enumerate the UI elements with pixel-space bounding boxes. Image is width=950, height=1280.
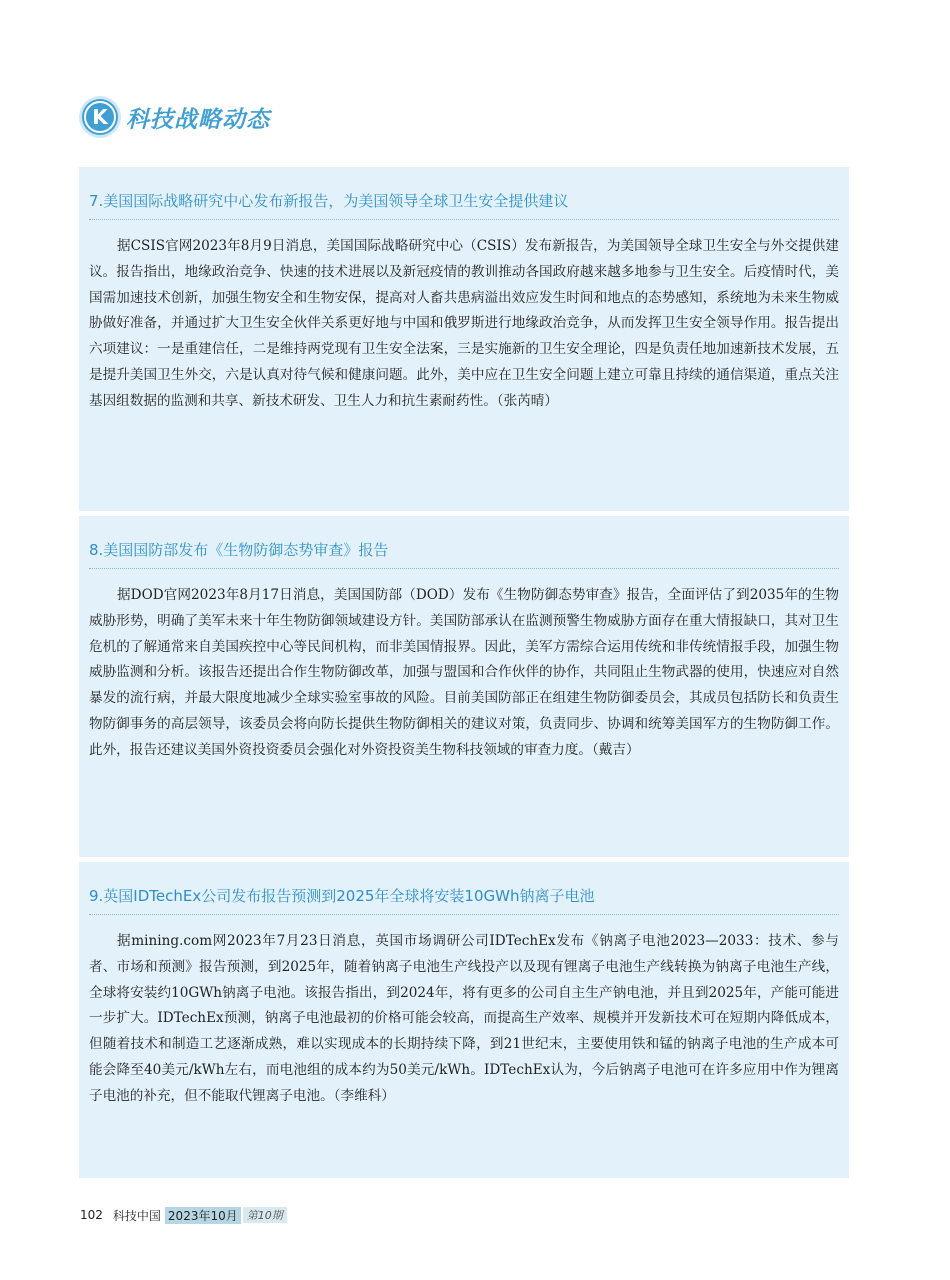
journal-name: 科技中国: [112, 1208, 161, 1223]
section-title: 科技战略动态: [126, 106, 270, 133]
k-logo-icon: [82, 99, 118, 135]
logo-letter: K: [92, 105, 108, 129]
article-body: 据CSIS官网2023年8月9日消息，美国国际战略研究中心（CSIS）发布新报告，为美国领导全球卫生安全与外交提供建议。报告指出，地缘政治竞争、快速的技术进展以及新冠疫情的教训推动各国政府越来越多地参与卫生安全。后疫情时代，美国需加速技术创新，加强生物安全和生物安保，提高对人畜共患病溢出效应发生时间和地点的态势感知，系统地为未来生物威胁做好准备，并通过扩大卫生安全伙伴关系更好地与中国和俄罗斯进行地缘政治竞争，从而发挥卫生安全领导作用。报告提出六项建议：一是重建信任，二是维持两党现有卫生安全法案，三是实施新的卫生安全理论，四是负责任地加速新技术发展，五是提升美国卫生外交，六是认真对待气候和健康问题。此外，美中应在卫生安全问题上建立可靠且持续的通信渠道，重点关注基因组数据的监测和共享、新技术研发、卫生人力和抗生素耐药性。（张芮晴）: [89, 238, 839, 409]
article-9: [79, 862, 849, 1178]
article-7: [79, 167, 849, 511]
article-body: 据mining.com网2023年7月23日消息，英国市场调研公司IDTechEx发布《钠离子电池2023—2033：技术、参与者、市场和预测》报告预测，到2025年，随着钠离子电池生产线投产以及现有锂离子电池生产线转换为钠离子电池生产线，全球将安装约10GWh钠离子电池。该报告指出，到2024年，将有更多的公司自主生产钠电池，并且到2025年，产能可能进一步扩大。IDTechEx预测，钠离子电池最初的价格可能会较高，而提高生产效率、规模并开发新技术可在短期内降低成本，但随着技术和制造工艺逐渐成熟，难以实现成本的长期持续下降，到21世纪末，主要使用铁和锰的钠离子电池的生产成本可能会降至40美元/kWh左右，而电池组的成本约为50美元/kWh。IDTechEx认为，今后钠离子电池可在许多应用中作为锂离子电池的补充，但不能取代锂离子电池。（李维科）: [89, 933, 839, 1104]
article-heading: 9.英国IDTechEx公司发布报告预测到2025年全球将安装10GWh钠离子电池: [89, 862, 839, 915]
section-header: [82, 98, 270, 136]
page-footer: [80, 1206, 287, 1224]
page-number: 102: [80, 1208, 103, 1222]
article-heading: 8.美国国防部发布《生物防御态势审查》报告: [89, 516, 839, 569]
issue-date: 2023年10月: [165, 1207, 241, 1224]
article-body: 据DOD官网2023年8月17日消息，美国国防部（DOD）发布《生物防御态势审查》报告，全面评估了到2035年的生物威胁形势，明确了美军未来十年生物防御领域建设方针。美国防部承认在监测预警生物威胁方面存在重大情报缺口，其对卫生危机的了解通常来自美国疾控中心等民间机构，而非美国情报界。因此，美军方需综合运用传统和非传统情报手段，加强生物威胁监测和分析。该报告还提出合作生物防御改革，加强与盟国和合作伙伴的协作，共同阻止生物武器的使用，快速应对自然暴发的流行病，并最大限度地减少全球实验室事故的风险。目前美国防部正在组建生物防御委员会，其成员包括防长和负责生物防御事务的高层领导，该委员会将向防长提供生物防御相关的建议对策，负责同步、协调和统筹美国军方的生物防御工作。此外，报告还建议美国外资投资委员会强化对外资投资美生物科技领域的审查力度。（戴吉）: [89, 587, 839, 758]
article-8: [79, 516, 849, 857]
article-heading: 7.美国国际战略研究中心发布新报告，为美国领导全球卫生安全提供建议: [89, 167, 839, 220]
issue-number: 第10期: [243, 1207, 287, 1223]
